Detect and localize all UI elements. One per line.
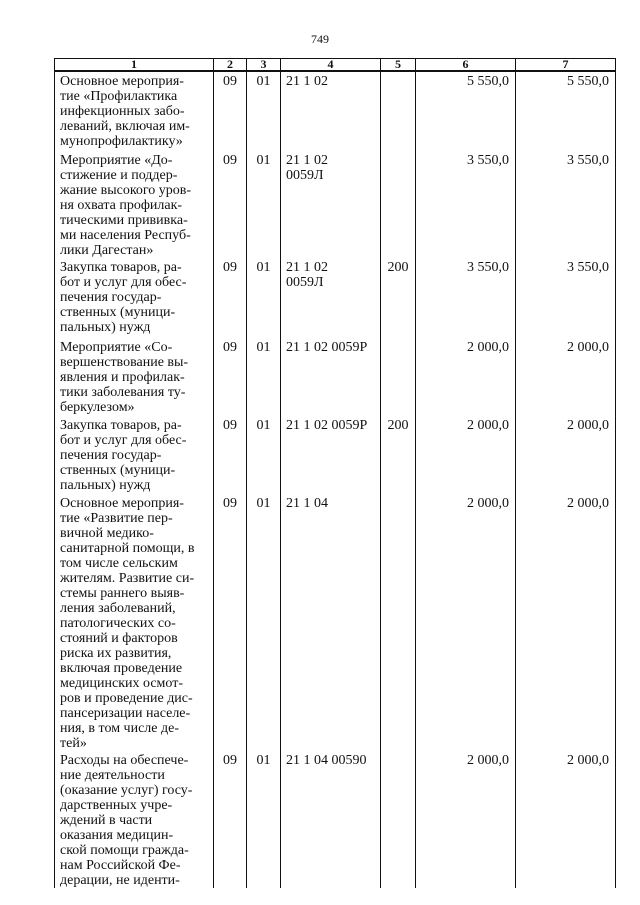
amount-year-1: 2 000,0 [416,751,516,888]
table-row [55,751,616,888]
row-name: Основное мероприя- тие «Профилактика инфекционных забо- леваний, включая им- мунопрофилактику» [60,74,190,149]
subsection-code: 01 [247,494,281,751]
amount-year-2: 2 000,0 [516,751,616,888]
table-row [55,494,616,751]
subsection-code: 01 [247,151,281,258]
amount-year-1: 3 550,0 [416,258,516,338]
column-header: 6 [416,59,516,72]
column-header: 7 [516,59,616,72]
target-article-code: 21 1 02 [286,74,328,89]
row-name: Закупка товаров, ра- бот и услуг для обес- печения государ- ственных (муници- пальных) нужд [60,260,187,335]
row-name: Мероприятие «Со- вершенствование вы- явления и профилак- тики заболевания ту- беркулезом» [60,340,189,415]
target-article-code: 21 1 02 0059Р [286,418,368,433]
page-number: 749 [311,32,329,46]
table-row [55,258,616,338]
expense-type-code [381,71,416,151]
expense-type-code [381,151,416,258]
expense-type-code [381,494,416,751]
subsection-code: 01 [247,416,281,494]
section-code: 09 [214,416,247,494]
table-row [55,416,616,494]
target-article-code: 21 1 04 00590 [286,753,367,768]
amount-year-2: 3 550,0 [516,258,616,338]
amount-year-1: 5 550,0 [416,71,516,151]
column-header: 2 [214,59,247,72]
section-code: 09 [214,494,247,751]
amount-year-1: 2 000,0 [416,338,516,416]
subsection-code: 01 [247,71,281,151]
section-code: 09 [214,338,247,416]
target-article-code: 21 1 02 0059Р [286,340,368,355]
amount-year-1: 3 550,0 [416,151,516,258]
amount-year-2: 2 000,0 [516,494,616,751]
amount-year-2: 3 550,0 [516,151,616,258]
amount-year-2: 5 550,0 [516,71,616,151]
subsection-code: 01 [247,258,281,338]
row-name: Закупка товаров, ра- бот и услуг для обес- печения государ- ственных (муници- пальных) нужд [60,418,187,493]
column-header: 5 [381,59,416,72]
target-article-code: 21 1 02 0059Л [286,260,328,290]
section-code: 09 [214,751,247,888]
expense-type-code [381,338,416,416]
target-article-code: 21 1 04 [286,496,328,511]
header-row [55,59,616,72]
budget-table [54,58,616,888]
table-row [55,338,616,416]
subsection-code: 01 [247,338,281,416]
table-row [55,71,616,151]
section-code: 09 [214,71,247,151]
section-code: 09 [214,258,247,338]
amount-year-1: 2 000,0 [416,494,516,751]
column-header: 1 [55,59,214,72]
amount-year-2: 2 000,0 [516,416,616,494]
expense-type-code: 200 [381,416,416,494]
column-header: 3 [247,59,281,72]
expense-type-code: 200 [381,258,416,338]
row-name: Расходы на обеспече- ние деятельности (оказание услуг) госу- дарственных учре- ждений в части оказания медицин- ской помощи гражда- нам Российской Фе- дерации, не иденти- [60,753,193,888]
table-row [55,151,616,258]
subsection-code: 01 [247,751,281,888]
section-code: 09 [214,151,247,258]
expense-type-code [381,751,416,888]
row-name: Мероприятие «До- стижение и поддер- жание высокого уров- ня охвата профилак- тическими прививка- ми населения Респуб- лики Дагестан» [60,153,192,258]
amount-year-1: 2 000,0 [416,416,516,494]
row-name: Основное мероприя- тие «Развитие пер- вичной медико- санитарной помощи, в том числе сельским жителям. Развитие си- стемы раннего выяв- ления заболеваний, патологических со- стояний и факторов риска их развития, включая проведение медицинских осмот- ров и проведение дис- пансеризации населе- ния, в том числе де- тей» [60,496,195,751]
column-header: 4 [281,59,381,72]
amount-year-2: 2 000,0 [516,338,616,416]
target-article-code: 21 1 02 0059Л [286,153,328,183]
